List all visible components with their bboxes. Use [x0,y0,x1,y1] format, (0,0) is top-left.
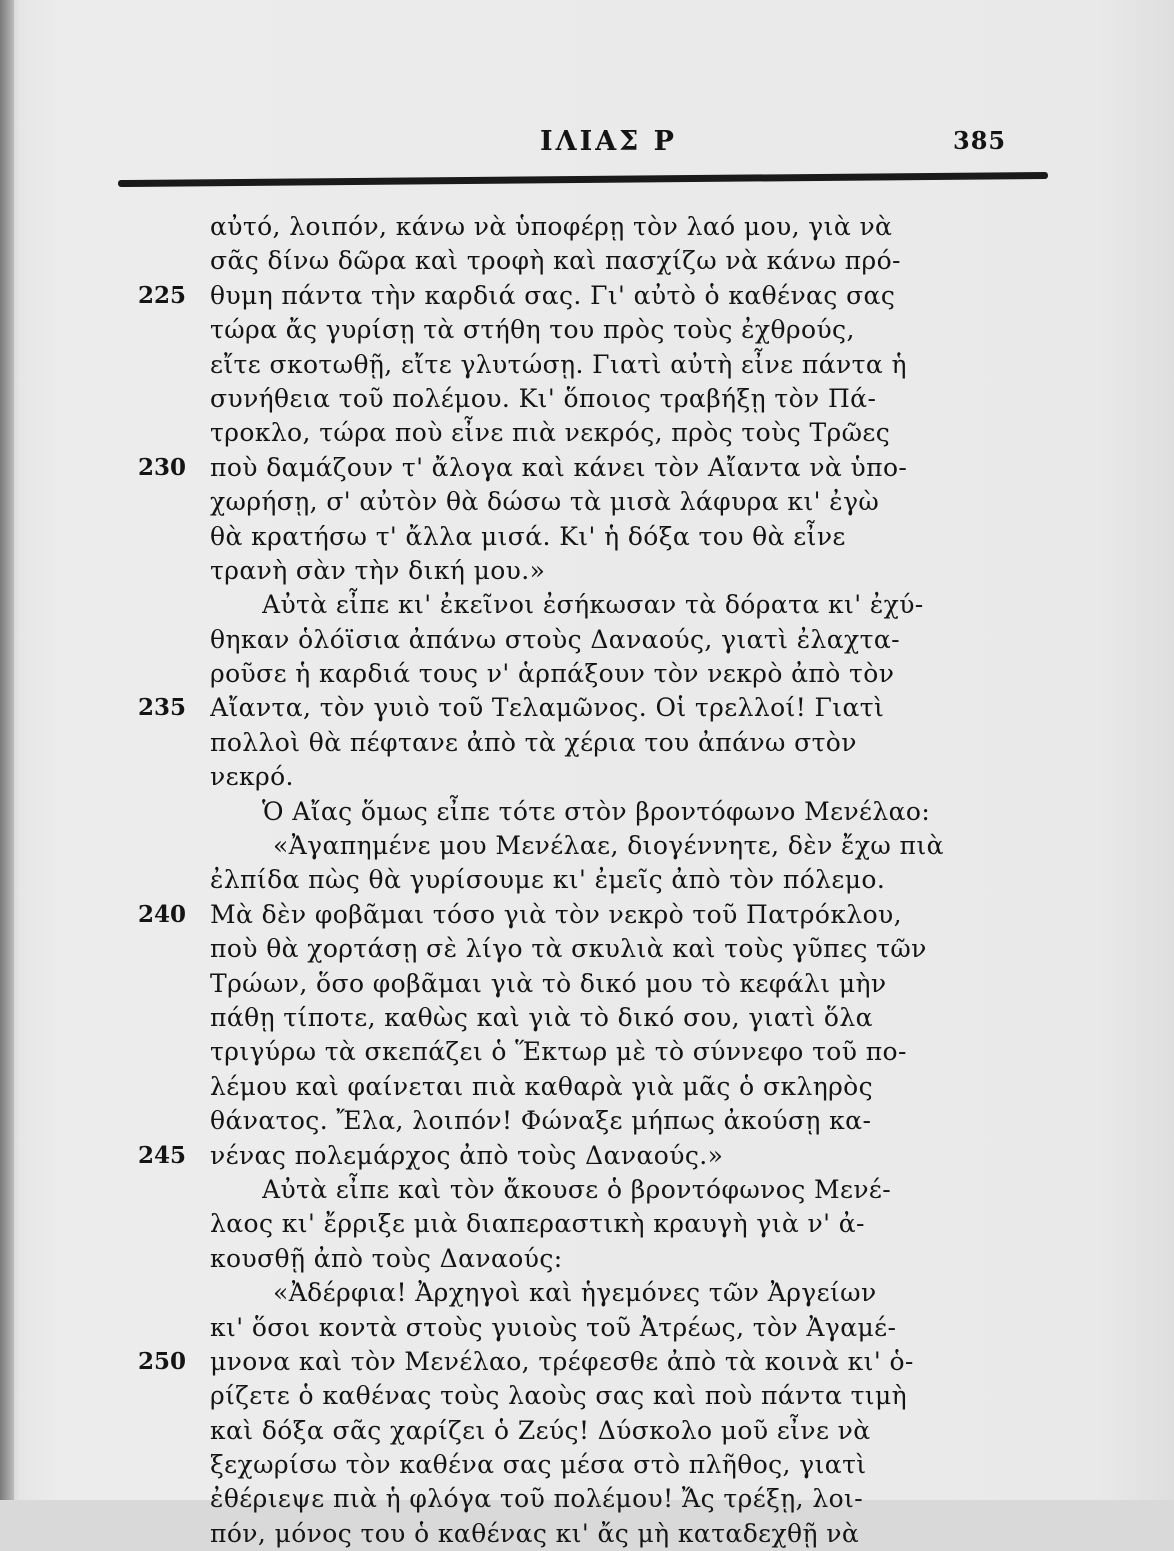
text-line [0,1414,1174,1448]
line-text: αὐτό, λοιπόν, κάνω νὰ ὑποφέρῃ τὸν λαό μου, γιὰ νὰ [210,212,893,241]
line-text: συνήθεια τοῦ πολέμου. Κι' ὅποιος τραβήξῃ τὸν Πά- [210,383,877,413]
text-line [0,313,1174,347]
line-text: σᾶς δίνω δῶρα καὶ τροφὴ καὶ πασχίζω νὰ κάνω πρό- [210,246,901,276]
text-line [0,520,1174,554]
line-text: μνονα καὶ τὸν Μενέλαο, τρέφεσθε ἀπὸ τὰ κοινὰ κι' ὁ- [210,1346,914,1376]
line-text: ποὺ θὰ χορτάσῃ σὲ λίγο τὰ σκυλιὰ καὶ τοὺς γῦπες τῶν [210,934,927,964]
text-line [0,795,1174,829]
text-line [0,210,1174,244]
line-text: καὶ δόξα σᾶς χαρίζει ὁ Ζεύς! Δύσκολο μοῦ εἶνε νὰ [210,1415,871,1445]
line-text: «Ἀγαπημένε μου Μενέλαε, διογέννητε, δὲν ἔχω πιὰ [273,831,944,861]
text-line [0,691,1174,725]
text-line [0,1242,1174,1276]
text-line [0,416,1174,450]
text-line [0,348,1174,382]
page-number: 385 [953,126,1007,155]
line-text: πόν, μόνος του ὁ καθένας κι' ἄς μὴ καταδεχθῇ νὰ [210,1518,860,1548]
line-text: ἐλπίδα πὼς θὰ γυρίσουμε κι' ἐμεῖς ἀπὸ τὸν πόλεμο. [210,865,886,895]
text-line [0,1035,1174,1069]
text-line [0,1311,1174,1345]
text-line [0,244,1174,278]
text-line [0,1276,1174,1310]
page-header [0,120,1174,160]
text-line [0,726,1174,760]
text-line [0,1517,1174,1551]
text-line [0,932,1174,966]
line-text: Μὰ δὲν φοβᾶμαι τόσο γιὰ τὸν νεκρὸ τοῦ Πατρόκλου, [210,899,902,929]
text-line [0,1001,1174,1035]
text-line [0,1070,1174,1104]
line-text: τροκλο, τώρα ποὺ εἶνε πιὰ νεκρός, πρὸς τοὺς Τρῶες [210,418,891,448]
line-text: εἴτε σκοτωθῇ, εἴτε γλυτώσῃ. Γιατὶ αὐτὴ εἶνε πάντα ἡ [210,349,907,379]
line-text: λέμου καὶ φαίνεται πιὰ καθαρὰ γιὰ μᾶς ὁ σκληρὸς [210,1071,874,1101]
text-line [0,657,1174,691]
line-text: ξεχωρίσω τὸν καθένα σας μέσα στὸ πλῆθος, γιατὶ [210,1450,867,1480]
text-line [0,623,1174,657]
line-text: κι' ὅσοι κοντὰ στοὺς γυιοὺς τοῦ Ἀτρέως, τὸν Ἀγαμέ- [210,1312,897,1342]
line-text: τώρα ἄς γυρίσῃ τὰ στήθη του πρὸς τοὺς ἐχθρούς, [210,315,855,345]
text-line [0,554,1174,588]
text-line [0,382,1174,416]
line-text: θὰ κρατήσω τ' ἄλλα μισά. Κι' ἡ δόξα του θὰ εἶνε [210,521,846,551]
text-line [0,1448,1174,1482]
line-text: Ὁ Αἴας ὅμως εἶπε τότε στὸν βροντόφωνο Μενέλαο: [262,796,931,826]
line-number: 225 [138,281,187,309]
line-text: ποὺ δαμάζουν τ' ἄλογα καὶ κάνει τὸν Αἴαντα νὰ ὑπο- [210,452,908,482]
verse-text-block [0,210,1174,1551]
line-text: πάθῃ τίποτε, καθὼς καὶ γιὰ τὸ δικό σου, γιατὶ ὅλα [210,1002,873,1032]
line-text: νεκρό. [210,762,294,792]
line-text: Αὐτὰ εἶπε καὶ τὸν ἄκουσε ὁ βροντόφωνος Μενέ- [262,1174,892,1204]
line-text: Τρώων, ὅσο φοβᾶμαι γιὰ τὸ δικό μου τὸ κεφάλι μὴν [210,968,887,998]
text-line [0,1139,1174,1173]
line-number: 235 [138,694,187,722]
line-text: θάνατος. Ἔλα, λοιπόν! Φώναξε μήπως ἀκούσῃ κα- [210,1106,872,1136]
line-text: ρίζετε ὁ καθένας τοὺς λαοὺς σας καὶ ποὺ πάντα τιμὴ [210,1381,908,1411]
text-line [0,1345,1174,1379]
line-text: ροῦσε ἡ καρδιά τους ν' ἁρπάξουν τὸν νεκρὸ ἀπὸ τὸν [210,659,895,689]
line-number: 240 [138,900,187,928]
header-rule [118,172,1048,187]
line-text: νένας πολεμάρχος ἀπὸ τοὺς Δαναούς.» [210,1140,724,1170]
text-line [0,1173,1174,1207]
text-line [0,898,1174,932]
line-text: ἐθέριεψε πιὰ ἡ φλόγα τοῦ πολέμου! Ἄς τρέξῃ, λοι- [210,1484,864,1514]
line-number: 245 [138,1141,187,1169]
line-text: θυμη πάντα τὴν καρδιά σας. Γι' αὐτὸ ὁ καθένας σας [210,280,896,310]
running-title: ΙΛΙΑΣ Ρ [540,126,677,157]
line-number: 250 [138,1347,187,1375]
text-line [0,279,1174,313]
line-text: θηκαν ὁλόϊσια ἀπάνω στοὺς Δαναούς, γιατὶ ἐλαχτα- [210,624,900,654]
text-line [0,451,1174,485]
text-line [0,1104,1174,1138]
text-line [0,967,1174,1001]
line-text: Αἴαντα, τὸν γυιὸ τοῦ Τελαμῶνος. Οἱ τρελλοί! Γιατὶ [210,693,885,723]
line-text: Αὐτὰ εἶπε κι' ἐκεῖνοι ἐσήκωσαν τὰ δόρατα κι' ἐχύ- [262,590,924,620]
text-line [0,760,1174,794]
line-number: 230 [138,453,187,481]
line-text: κουσθῇ ἀπὸ τοὺς Δαναούς: [210,1243,563,1273]
line-text: τριγύρω τὰ σκεπάζει ὁ Ἕκτωρ μὲ τὸ σύννεφο τοῦ πο- [210,1037,907,1067]
text-line [0,1379,1174,1413]
text-line [0,485,1174,519]
text-line [0,829,1174,863]
line-text: «Ἀδέρφια! Ἀρχηγοὶ καὶ ἡγεμόνες τῶν Ἀργείων [273,1278,877,1308]
line-text: χωρήσῃ, σ' αὐτὸν θὰ δώσω τὰ μισὰ λάφυρα κι' ἐγὼ [210,487,880,517]
line-text: λαος κι' ἔρριξε μιὰ διαπεραστικὴ κραυγὴ γιὰ ν' ἀ- [210,1209,865,1239]
text-line [0,1207,1174,1241]
text-line [0,863,1174,897]
text-line [0,588,1174,622]
line-text: τρανὴ σὰν τὴν δική μου.» [210,555,546,585]
line-text: πολλοὶ θὰ πέφτανε ἀπὸ τὰ χέρια του ἀπάνω στὸν [210,727,857,757]
